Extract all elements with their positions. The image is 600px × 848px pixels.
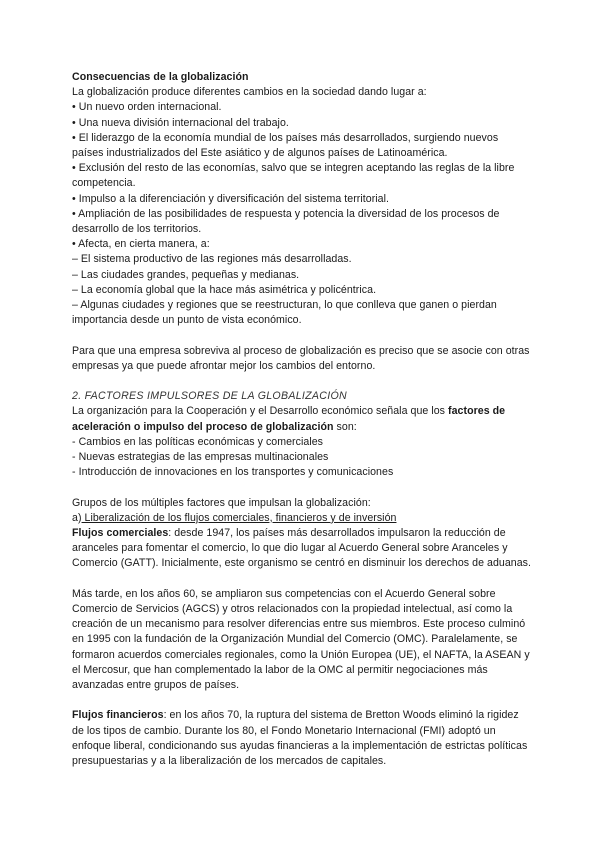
intro-paragraph: La globalización produce diferentes cambios en la sociedad dando lugar a: <box>72 86 427 99</box>
consequence-subitem: – Algunas ciudades y regiones que se reestructuran, lo que conlleva que ganen o pierdan importancia desde un punto de vista económico. <box>72 299 497 327</box>
consequence-item: • Impulso a la diferenciación y diversificación del sistema territorial. <box>72 192 390 205</box>
group-a-prefix: a) <box>72 511 82 524</box>
groups-intro: Grupos de los múltiples factores que impulsan la globalización: <box>72 496 371 509</box>
spacer <box>72 693 532 708</box>
factors-intro-text: La organización para la Cooperación y el Desarrollo económico señala que los <box>72 405 449 418</box>
flujos-comerciales-paragraph <box>72 526 532 572</box>
factor-item: - Cambios en las políticas económicas y comerciales <box>72 435 324 448</box>
consequence-item: • El liderazgo de la economía mundial de los países más desarrollados, surgiendo nuevos países industrializados del Este asiático y de algunos países de Latinoamérica. <box>72 131 499 160</box>
flujos-financieros-text: : en los años 70, la ruptura del sistema de Bretton Woods eliminó la rigidez de los tipos de cambio. Durante los 80, el Fondo Monetario Internacional (FMI) adoptó un enfoque liberal, condicionando sus ayudas financieras a la implementación de estrictas políticas presupuestarias y a la liberalización de los mercados de capitales. <box>72 709 528 768</box>
company-paragraph: Para que una empresa sobreviva al proceso de globalización es preciso que se asocie con otras empresas ya que puede afrontar mejor los cambios del entorno. <box>72 344 530 372</box>
spacer <box>72 374 532 389</box>
factors-intro-paragraph <box>72 404 532 434</box>
factor-item: - Nuevas estrategias de las empresas multinacionales <box>72 451 329 464</box>
consequence-subitem: – La economía global que la hace más asimétrica y policéntrica. <box>72 283 377 296</box>
flujos-financieros-paragraph <box>72 708 532 769</box>
spacer <box>72 328 532 343</box>
group-a-heading <box>72 511 532 526</box>
consequence-item: • Afecta, en cierta manera, a: <box>72 238 210 251</box>
group-a-label: Liberalización de los flujos comerciales, financieros y de inversión <box>81 511 397 524</box>
flujos-comerciales-label: Flujos comerciales <box>72 527 169 540</box>
consequence-subitem: – Las ciudades grandes, pequeñas y medianas. <box>72 268 300 281</box>
consequence-subitem: – El sistema productivo de las regiones más desarrolladas. <box>72 253 352 266</box>
factors-intro-bold: factores de aceleración o impulso del proceso de globalización <box>72 405 506 433</box>
factor-item: - Introducción de innovaciones en los transportes y comunicaciones <box>72 466 394 479</box>
factors-intro-end: son: <box>333 420 357 433</box>
flujos-financieros-label: Flujos financieros <box>72 709 164 722</box>
document-page <box>72 70 532 769</box>
consequence-item: • Ampliación de las posibilidades de respuesta y potencia la diversidad de los procesos de desarrollo de los territorios. <box>72 207 500 236</box>
consequence-item: • Exclusión del resto de las economías, salvo que se integren aceptando las reglas de la libre competencia. <box>72 162 515 190</box>
section-title: Consecuencias de la globalización <box>72 71 249 83</box>
section-heading: 2. FACTORES IMPULSORES DE LA GLOBALIZACIÓN <box>72 390 347 403</box>
consequence-item: • Una nueva división internacional del trabajo. <box>72 116 289 129</box>
consequence-item: • Un nuevo orden internacional. <box>72 101 222 114</box>
spacer <box>72 480 532 495</box>
later-paragraph: Más tarde, en los años 60, se ampliaron sus competencias con el Acuerdo General sobre Comercio de Servicios (AGCS) y otros relacionados con la propiedad intelectual, así como la creación de un mecanismo para resolver diferencias entre sus miembros. Este proceso culminó en 1995 con la fundación de la Organización Mundial del Comercio (OMC). Paralelamente, se formaron acuerdos comerciales regionales, como la Unión Europea (UE), el NAFTA, la ASEAN y el Mercosur, que han complementado la labor de la OMC al permitir negociaciones más avanzadas entre grupos de países. <box>72 587 530 692</box>
spacer <box>72 572 532 587</box>
flujos-comerciales-text: : desde 1947, los países más desarrollados impulsaron la reducción de aranceles para fomentar el comercio, lo que dio lugar al Acuerdo General sobre Aranceles y Comercio (GATT). Inicialmente, este organismo se centró en disminuir los derechos de aduanas. <box>72 527 532 570</box>
